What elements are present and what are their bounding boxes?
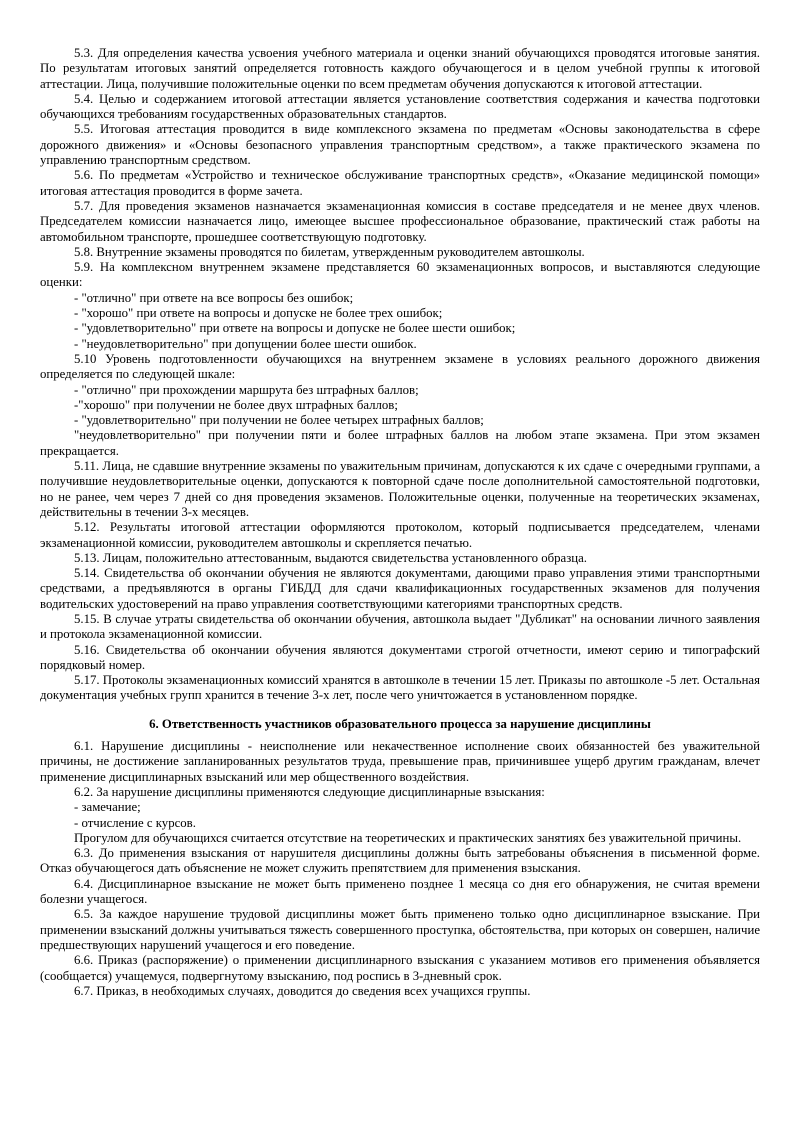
paragraph: 5.7. Для проведения экзаменов назначается экзаменационная комиссия в составе председателя и не менее двух членов. Председателем комиссии назначается лицо, имеющее высшее профессиональное образование, практический стаж работы на автомобильном транспорте, прошедшее соответствующую подготовку. [40, 198, 760, 244]
paragraph: 5.6. По предметам «Устройство и техническое обслуживание транспортных средств», «Оказание медицинской помощи» итоговая аттестация проводится в форме зачета. [40, 168, 760, 198]
paragraph: 6.2. За нарушение дисциплины применяются следующие дисциплинарные взыскания: [74, 784, 545, 799]
paragraph: 5.13. Лицам, положительно аттестованным, выдаются свидетельства установленного образца. [74, 550, 587, 565]
paragraph: 5.12. Результаты итоговой аттестации оформляются протоколом, который подписывается председателем, членами экзаменационной комиссии, руководителем автошколы и скрепляется печатью. [40, 520, 760, 550]
paragraph: 6.7. Приказ, в необходимых случаях, доводится до сведения всех учащихся группы. [74, 983, 531, 998]
paragraph: 6.4. Дисциплинарное взыскание не может быть применено позднее 1 месяца со дня его обнаружения, не считая времени болезни учащегося. [40, 876, 760, 907]
list-item-paragraph: -"хорошо" при получении не более двух штрафных баллов; [74, 397, 398, 412]
paragraph: 5.8. Внутренние экзамены проводятся по билетам, утвержденным руководителем автошколы. [74, 244, 585, 259]
list-item-paragraph: - "отлично" при прохождении маршрута без штрафных баллов; [74, 382, 419, 397]
paragraph: 6.3. До применения взыскания от нарушителя дисциплины должны быть затребованы объяснения в письменной форме. Отказ обучающегося дать объяснение не может служить препятствием для применения взыскания. [40, 846, 760, 876]
paragraph: 6.1. Нарушение дисциплины - неисполнение или некачественное исполнение своих обязанностей без уважительной причины, не достижение запланированных результатов труда, превышение прав, причинившее ущерб другим гражданам, влечет применение дисциплинарных взысканий или мер общественного воздействия. [40, 739, 760, 784]
list-item-paragraph: - "неудовлетворительно" при допущении более шести ошибок. [74, 336, 417, 351]
document-body [40, 46, 760, 999]
list-item-paragraph: - "хорошо" при ответе на вопросы и допуске не более трех ошибок; [74, 306, 443, 321]
paragraph: 5.4. Целью и содержанием итоговой аттестации является установление соответствия содержания и качества подготовки обучающихся требованиям государственных образовательных стандартов. [40, 91, 760, 122]
paragraph: 5.16. Свидетельства об окончании обучения являются документами строгой отчетности, имеют серию и типографский порядковый номер. [40, 642, 760, 672]
paragraph: 5.17. Протоколы экзаменационных комиссий хранятся в автошколе в течении 15 лет. Приказы по автошколе -5 лет. Остальная документация учебных групп хранится в течение 3-х лет, после чего уничтожается в установленном порядке. [40, 673, 760, 703]
list-item-paragraph: - замечание; [74, 800, 141, 815]
paragraph: 5.9. На комплексном внутреннем экзамене представляется 60 экзаменационных вопросов, и выставляются следующие оценки: [40, 260, 760, 290]
paragraph: 6.5. За каждое нарушение трудовой дисциплины может быть применено только одно дисциплинарное взыскание. При применении взысканий должны учитываться тяжесть совершенного проступка, обстоятельства, при которых он совершен, наличие предшествующих нарушений учащегося и его поведение. [40, 907, 760, 952]
section-heading: 6. Ответственность участников образовательного процесса за нарушение дисциплины [149, 716, 651, 731]
list-item-paragraph: - "удовлетворительно" при получении не более четырех штрафных баллов; [74, 413, 484, 428]
list-item-paragraph: - "удовлетворительно" при ответе на вопросы и допуске не более шести ошибок; [74, 321, 516, 336]
paragraph: Прогулом для обучающихся считается отсутствие на теоретических и практических занятиях без уважительной причины. [74, 830, 742, 845]
paragraph: 5.10 Уровень подготовленности обучающихся на внутреннем экзамене в условиях реального дорожного движения определяется по следующей шкале: [40, 351, 760, 382]
paragraph: 5.11. Лица, не сдавшие внутренние экзамены по уважительным причинам, допускаются к их сдаче с очередными группами, а получившие неудовлетворительные оценки, допускаются к повторной сдаче после дополнительной самостоятельной подготовки, но не ранее, чем через 7 дней со дня проведения экзаменов. Положительные оценки, полученные на теоретических экзаменах, действительны в течении 3-х месяцев. [40, 459, 760, 519]
paragraph: 5.3. Для определения качества усвоения учебного материала и оценки знаний обучающихся проводятся итоговые занятия. По результатам итоговых занятий определяется готовность каждого обучающегося и в целом учебной группы к итоговой аттестации. Лица, получившие положительные оценки по всем предметам обучения допускаются к итоговой аттестации. [40, 46, 760, 91]
paragraph: "неудовлетворительно" при получении пяти и более штрафных баллов на любом этапе экзамена. При этом экзамен прекращается. [40, 428, 760, 458]
paragraph: 5.5. Итоговая аттестация проводится в виде комплексного экзамена по предметам «Основы законодательства в сфере дорожного движения» и «Основы безопасного управления транспортным средством», а также практического экзамена по управлению транспортным средством. [40, 122, 760, 168]
list-item-paragraph: - отчисление с курсов. [74, 815, 196, 830]
paragraph: 6.6. Приказ (распоряжение) о применении дисциплинарного взыскания с указанием мотивов его применения объявляется (сообщается) учащемуся, подвергнутому взысканию, под роспись в 3-дневный срок. [40, 953, 760, 983]
list-item-paragraph: - "отлично" при ответе на все вопросы без ошибок; [74, 290, 354, 305]
paragraph: 5.15. В случае утраты свидетельства об окончании обучения, автошкола выдает "Дубликат" на основании личного заявления и протокола экзаменационной комиссии. [40, 611, 760, 642]
paragraph: 5.14. Свидетельства об окончании обучения не являются документами, дающими право управления этими транспортными средствами, а предъявляются в органы ГИБДД для сдачи квалификационных государственных экзаменов для получения водительских удостоверений на право управления соответствующими категориями транспортных средств. [40, 566, 760, 611]
